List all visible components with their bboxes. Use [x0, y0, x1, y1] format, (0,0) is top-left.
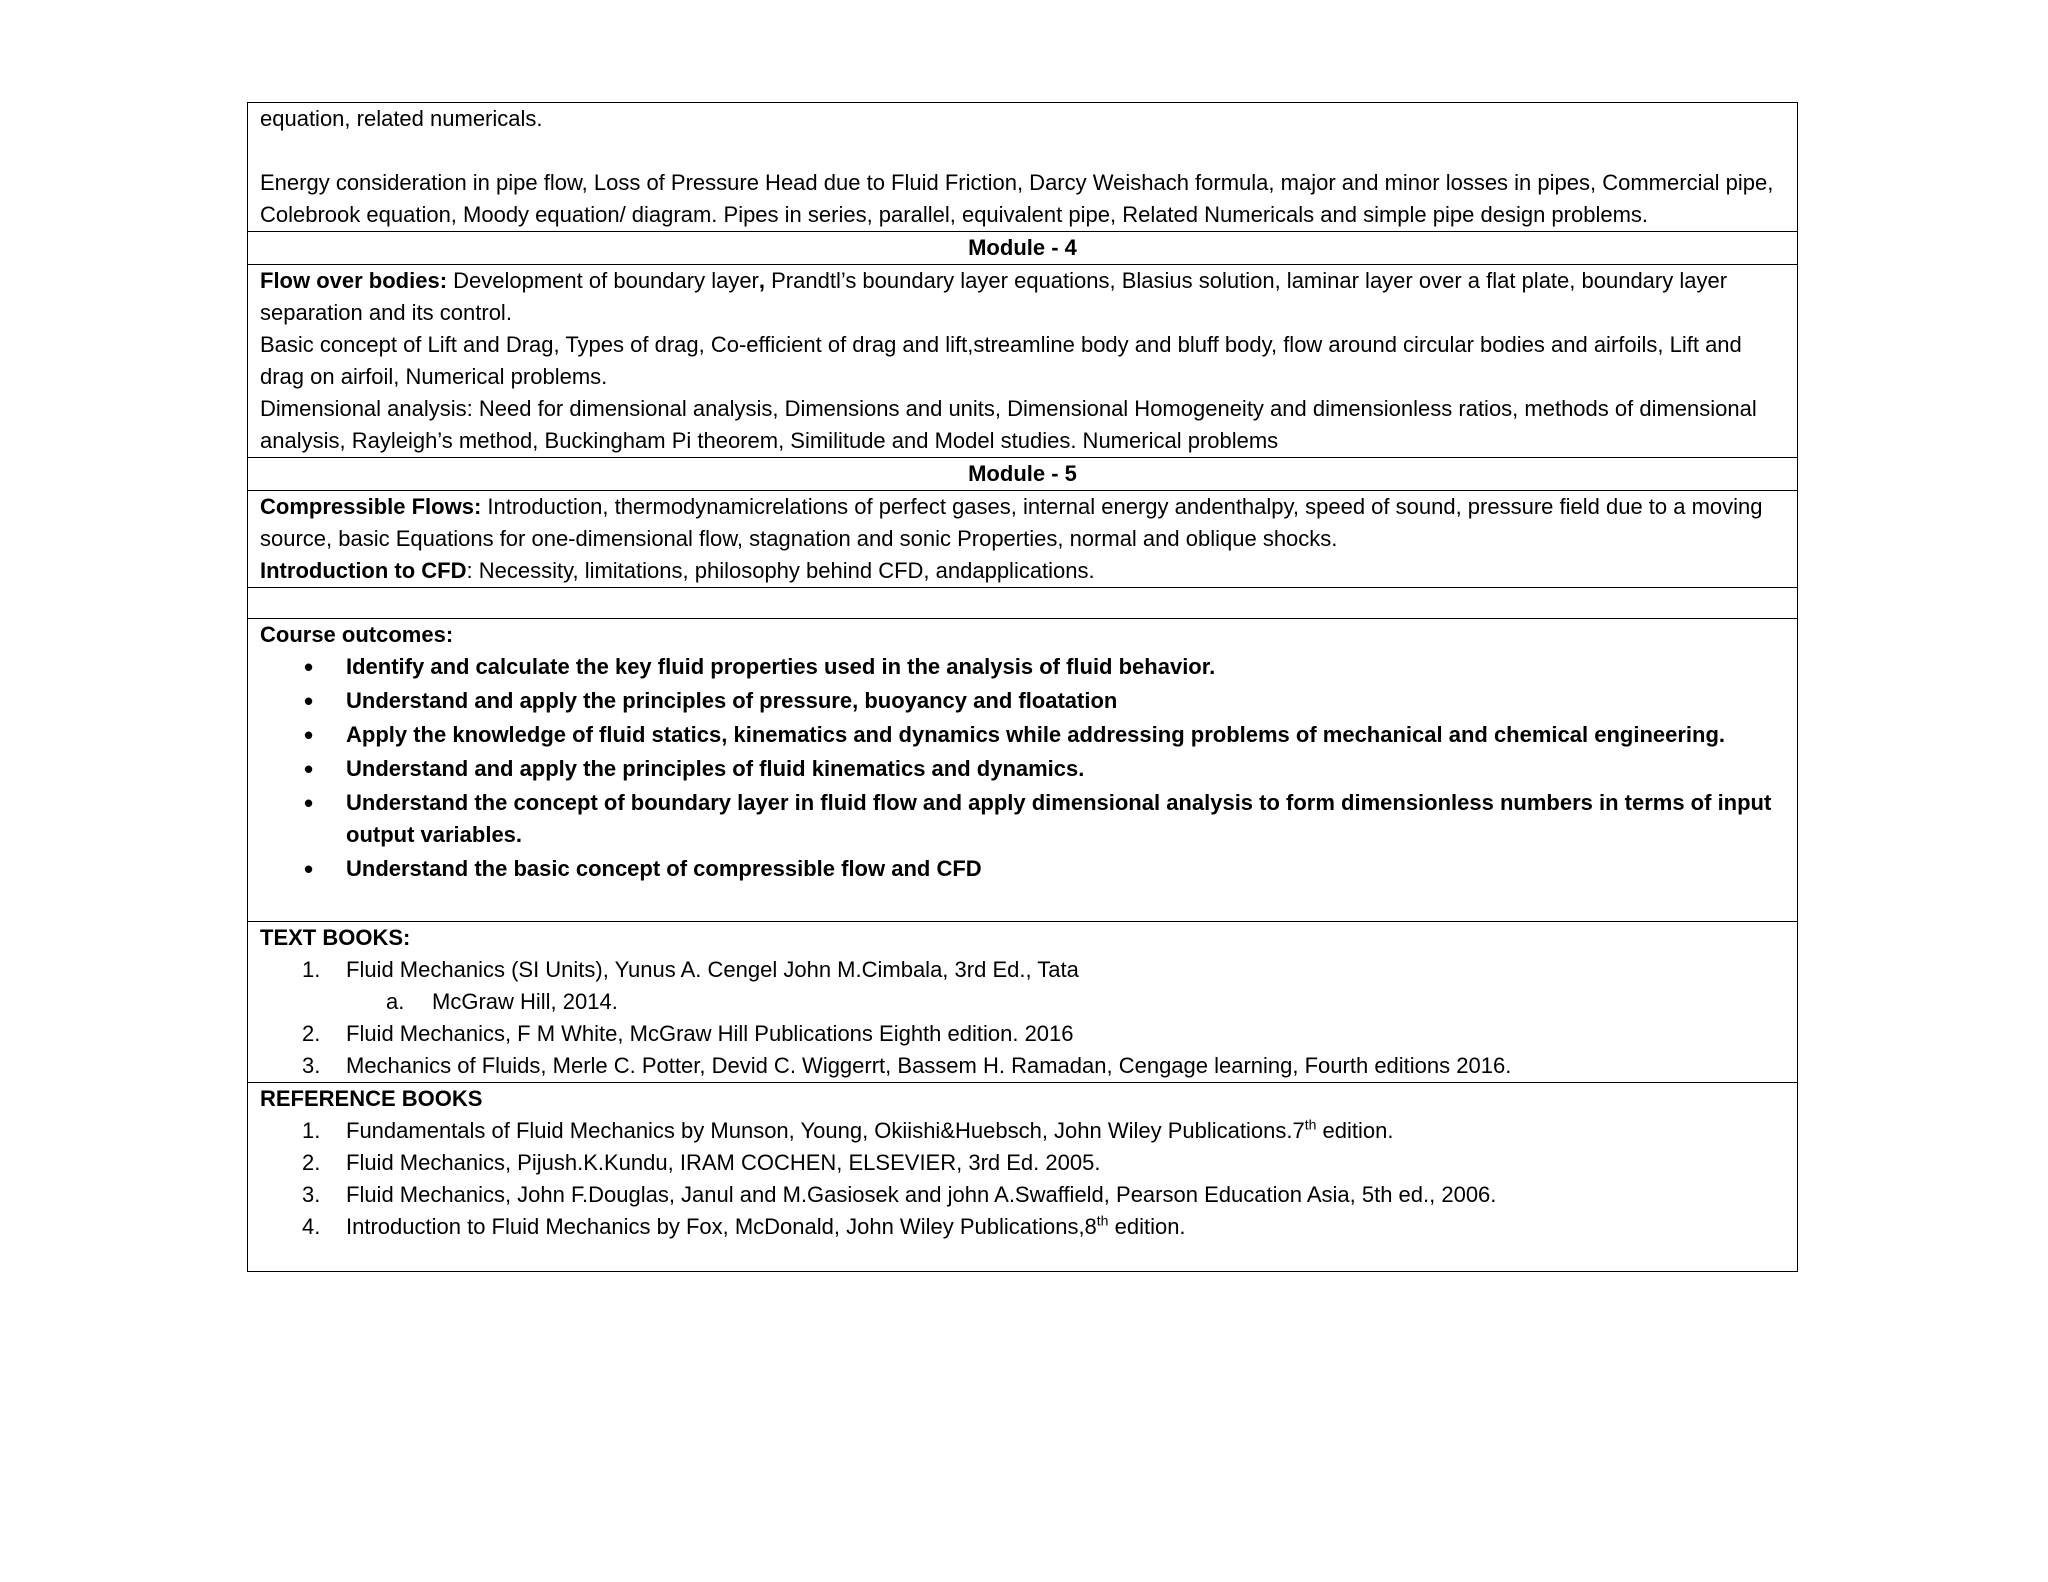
- list-item: [346, 986, 1785, 1018]
- cfd-paragraph: [260, 555, 1785, 587]
- text-books-row: [248, 922, 1798, 1083]
- outcomes-cell: [248, 619, 1798, 922]
- item-tail: edition.: [1108, 1214, 1186, 1239]
- continuation-cell: [248, 103, 1798, 232]
- list-item: • Identify and calculate the key fluid properties used in the analysis of fluid behavior.: [346, 651, 1785, 683]
- item-tail: edition.: [1316, 1118, 1394, 1143]
- syllabus-table: [247, 102, 1798, 1272]
- spacer: [260, 135, 1785, 167]
- text-books-heading: TEXT BOOKS:: [260, 925, 411, 950]
- flow-over-bodies-paragraph: [260, 265, 1785, 329]
- module4-heading-row: [248, 232, 1798, 265]
- compressible-flows-text: Introduction, thermodynamicrelations of perfect gases, internal energy andenthalpy, speed of sound, pressure field due to a moving source, basic Equations for one-dimensional flow, stagnation and sonic Properties, normal and oblique shocks.: [260, 494, 1763, 551]
- list-item: • Apply the knowledge of fluid statics, kinematics and dynamics while addressing problems of mechanical and chemical engineering.: [346, 719, 1785, 751]
- item-text: Fundamentals of Fluid Mechanics by Munson, Young, Okiishi&Huebsch, John Wiley Publications.7: [346, 1118, 1305, 1143]
- module5-heading: Module - 5: [248, 458, 1798, 491]
- item-number: 2.: [302, 1150, 321, 1175]
- item-number: 2.: [302, 1021, 321, 1046]
- module5-heading-row: [248, 458, 1798, 491]
- superscript: th: [1304, 1116, 1317, 1133]
- flow-comma: ,: [758, 268, 766, 293]
- list-item: [302, 1115, 1785, 1147]
- continuation-row: [248, 103, 1798, 232]
- list-item: [302, 1050, 1785, 1082]
- item-text: Fluid Mechanics, F M White, McGraw Hill Publications Eighth edition. 2016: [346, 1021, 1074, 1046]
- outcomes-row: [248, 619, 1798, 922]
- list-item: [302, 1179, 1785, 1211]
- item-text: Mechanics of Fluids, Merle C. Potter, Devid C. Wiggerrt, Bassem H. Ramadan, Cengage learning, Fourth editions 2016.: [346, 1053, 1512, 1078]
- item-number: 4.: [302, 1214, 321, 1239]
- list-item: [302, 1211, 1785, 1243]
- module5-content: [248, 491, 1798, 588]
- outcomes-list: [260, 651, 1785, 885]
- list-item: • Understand and apply the principles of fluid kinematics and dynamics.: [346, 753, 1785, 785]
- module4-content: [248, 265, 1798, 458]
- item-text: Fluid Mechanics, John F.Douglas, Janul and M.Gasiosek and john A.Swaffield, Pearson Education Asia, 5th ed., 2006.: [346, 1182, 1497, 1207]
- text-books-cell: [248, 922, 1798, 1083]
- continuation-line: equation, related numericals.: [260, 106, 543, 131]
- item-number: 3.: [302, 1053, 321, 1078]
- dimensional-analysis-paragraph: Dimensional analysis: Need for dimensional analysis, Dimensions and units, Dimensional Homogeneity and dimensionless ratios, methods of dimensional analysis, Rayleigh’s method, Buckingham Pi theorem, Similitude and Model studies. Numerical problems: [260, 396, 1757, 453]
- cfd-label: Introduction to CFD: [260, 558, 467, 583]
- empty-cell: [248, 588, 1798, 619]
- module5-content-row: [248, 491, 1798, 588]
- list-item: • Understand and apply the principles of pressure, buoyancy and floatation: [346, 685, 1785, 717]
- list-item: • Understand the concept of boundary layer in fluid flow and apply dimensional analysis to form dimensionless numbers in terms of input output variables.: [346, 787, 1785, 851]
- item-text: Fluid Mechanics (SI Units), Yunus A. Cengel John M.Cimbala, 3rd Ed., Tata: [346, 957, 1079, 982]
- reference-books-heading: REFERENCE BOOKS: [260, 1086, 483, 1111]
- reference-books-cell: [248, 1083, 1798, 1272]
- text-books-list: [260, 954, 1785, 1082]
- item-text: Introduction to Fluid Mechanics by Fox, McDonald, John Wiley Publications,8: [346, 1214, 1097, 1239]
- item-text: Fluid Mechanics, Pijush.K.Kundu, IRAM COCHEN, ELSEVIER, 3rd Ed. 2005.: [346, 1150, 1101, 1175]
- item-number: 1.: [302, 1118, 321, 1143]
- lift-drag-paragraph: Basic concept of Lift and Drag, Types of drag, Co-efficient of drag and lift,streamline body and bluff body, flow around circular bodies and airfoils, Lift and drag on airfoil, Numerical problems.: [260, 332, 1742, 389]
- item-text: McGraw Hill, 2014.: [432, 989, 618, 1014]
- item-number: 1.: [302, 957, 321, 982]
- compressible-flows-paragraph: [260, 491, 1785, 555]
- flow-text-b: Prandtl’s boundary layer equations, Blasius solution, laminar layer over a flat plate, boundary layer separation and its control.: [260, 268, 1728, 325]
- reference-books-row: [248, 1083, 1798, 1272]
- list-item: [302, 954, 1785, 986]
- module4-heading: Module - 4: [248, 232, 1798, 265]
- reference-books-list: [260, 1115, 1785, 1243]
- superscript: th: [1096, 1212, 1109, 1229]
- flow-over-bodies-label: Flow over bodies:: [260, 268, 448, 293]
- cfd-text: : Necessity, limitations, philosophy behind CFD, andapplications.: [466, 558, 1095, 583]
- flow-text-a: Development of boundary layer: [447, 268, 759, 293]
- empty-row: [248, 588, 1798, 619]
- module4-content-row: [248, 265, 1798, 458]
- item-number: a.: [386, 989, 405, 1014]
- continuation-paragraph: Energy consideration in pipe flow, Loss of Pressure Head due to Fluid Friction, Darcy Weishach formula, major and minor losses in pipes, Commercial pipe, Colebrook equation, Moody equation/ diagram. Pipes in series, parallel, equivalent pipe, Related Numericals and simple pipe design problems.: [260, 170, 1774, 227]
- outcomes-heading: Course outcomes:: [260, 622, 454, 647]
- item-number: 3.: [302, 1182, 321, 1207]
- list-item: [302, 1018, 1785, 1050]
- list-item: • Understand the basic concept of compressible flow and CFD: [346, 853, 1785, 885]
- compressible-flows-label: Compressible Flows:: [260, 494, 482, 519]
- list-item: [302, 1147, 1785, 1179]
